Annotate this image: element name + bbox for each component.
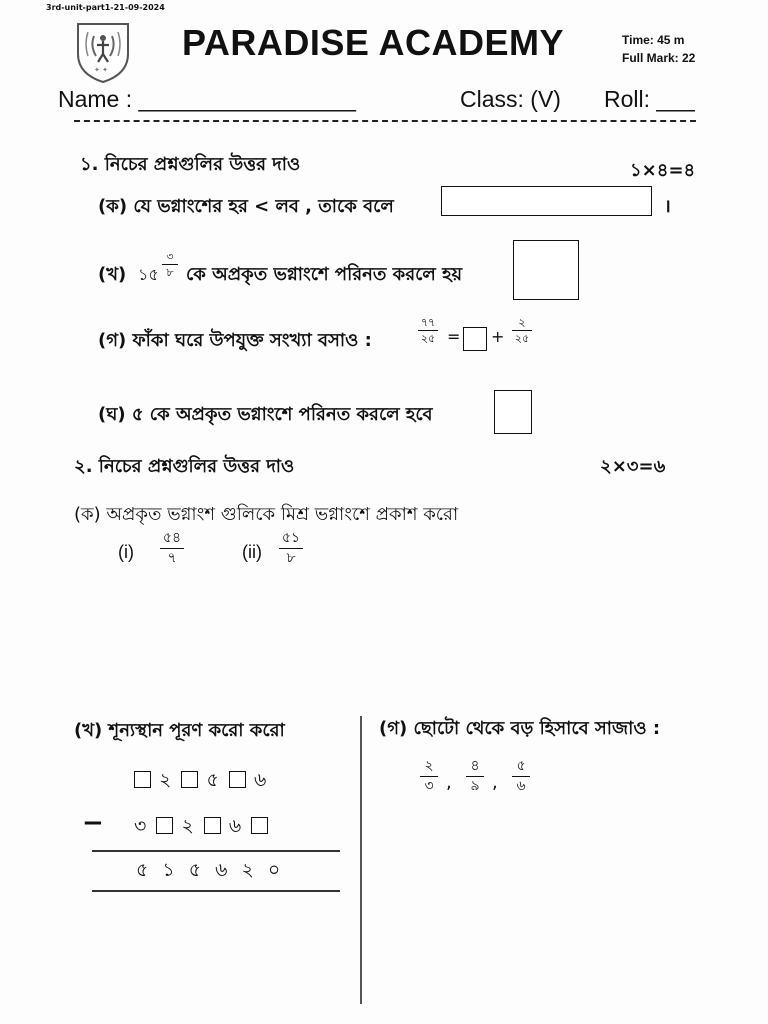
digit: ৬ (228, 815, 244, 837)
fraction-denominator: ৭ (167, 550, 177, 566)
q1b-fraction (162, 250, 178, 279)
header-divider (74, 120, 696, 122)
q1c-question: (গ) ফাঁকা ঘরে উপযুক্ত সংখ্যা বসাও : (98, 330, 372, 351)
q2a-item-ii-fraction (279, 530, 303, 567)
subtraction-rule-top (92, 850, 340, 852)
digit: ২ (159, 769, 174, 791)
fraction-separator: , (446, 772, 452, 793)
blank-digit-box[interactable] (229, 771, 246, 788)
q2-heading: ২. নিচের প্রশ্নগুলির উত্তর দাও (74, 456, 295, 477)
q2a-item-ii-label: (ii) (242, 542, 262, 562)
q2a-question: (ক) অপ্রকৃত ভগ্নাংশ গুলিকে মিশ্র ভগ্নাংশে প্রকাশ করো (74, 504, 459, 525)
q2-marks: ২×৩=৬ (600, 456, 666, 477)
column-divider (360, 716, 362, 1004)
school-crest-logo (74, 20, 132, 84)
digit: ২ (181, 815, 196, 837)
q1b-question: কে অপ্রকৃত ভগ্নাংশে পরিনত করলে হয় (186, 264, 463, 285)
fraction-numerator: ৫ (516, 758, 526, 774)
fraction-separator: , (492, 772, 498, 793)
fraction-numerator: ৫১ (281, 530, 301, 546)
digit: ৫ (206, 769, 221, 791)
blank-digit-box[interactable] (181, 771, 198, 788)
fraction-numerator: ২ (424, 758, 434, 774)
q2b-subtraction-row-2 (134, 812, 268, 844)
q1c-answer-box[interactable] (463, 327, 487, 351)
q1a-question: (ক) যে ভগ্নাংশের হর < লব , তাকে বলে (98, 196, 394, 217)
exam-time: Time: 45 m (622, 33, 685, 47)
fraction-numerator: ৭৭ (420, 316, 436, 329)
blank-digit-box[interactable] (204, 817, 221, 834)
q1-marks: ১×৪=৪ (630, 160, 696, 181)
subtraction-rule-bottom (92, 890, 340, 892)
q2a-item-i-fraction (160, 530, 184, 567)
q2b-result-row: ৫ ১ ৫ ৬ ২ ০ (136, 859, 285, 881)
q2c-fraction-2 (466, 758, 484, 795)
blank-digit-box[interactable] (251, 817, 268, 834)
q1b-answer-box[interactable] (513, 240, 579, 300)
fraction-numerator: ৫৪ (162, 530, 182, 546)
q1a-full-stop: । (664, 196, 671, 217)
fraction-denominator: ৩ (424, 778, 434, 794)
q1c-plus-sign: + (491, 327, 505, 346)
q1-heading: ১. নিচের প্রশ্নগুলির উত্তর দাও (80, 154, 301, 175)
minus-sign: − (82, 808, 104, 838)
class-field: Class: (V) (460, 86, 561, 112)
q1a-answer-box[interactable] (441, 186, 652, 216)
q2c-question: (গ) ছোটো থেকে বড় হিসাবে সাজাও : (379, 718, 661, 739)
fraction-denominator: ৯ (470, 778, 480, 794)
fraction-numerator: ২ (518, 316, 526, 329)
school-name-title: PARADISE ACADEMY (182, 22, 565, 63)
blank-digit-box[interactable] (134, 771, 151, 788)
fraction-denominator: ২৫ (420, 332, 436, 345)
digit: ৬ (253, 769, 269, 791)
q1d-answer-box[interactable] (494, 390, 532, 434)
student-name-field[interactable]: Name : _________________ (58, 86, 356, 112)
q1c-equals-sign: = (447, 327, 461, 346)
fraction-denominator: ৮ (166, 266, 174, 279)
document-id: 3rd-unit-part1-21-09-2024 (46, 3, 165, 12)
fraction-denominator: ৬ (516, 778, 526, 794)
q2a-item-i-label: (i) (118, 542, 134, 562)
full-mark: Full Mark: 22 (622, 51, 696, 65)
q2c-fraction-1 (420, 758, 438, 795)
blank-digit-box[interactable] (156, 817, 173, 834)
fraction-numerator: ৪ (470, 758, 480, 774)
q1b-whole-number: ১৫ (138, 265, 159, 284)
q1b-label: (খ) (98, 264, 127, 285)
fraction-denominator: ২৫ (514, 332, 530, 345)
digit: ৩ (134, 815, 149, 837)
roll-number-field[interactable]: Roll: ___ (604, 86, 695, 112)
q1c-fraction-2 (512, 316, 532, 345)
svg-text:✦ ✦: ✦ ✦ (94, 66, 108, 74)
q1d-question: (ঘ) ৫ কে অপ্রকৃত ভগ্নাংশে পরিনত করলে হবে (98, 404, 433, 425)
q2c-fraction-3 (512, 758, 530, 795)
q2b-subtraction-row-1 (134, 766, 268, 798)
fraction-numerator: ৩ (166, 250, 174, 263)
fraction-denominator: ৮ (286, 550, 296, 566)
q2b-question: (খ) শূন্যস্থান পূরণ করো করো (74, 720, 285, 741)
q1c-fraction-1 (418, 316, 438, 345)
